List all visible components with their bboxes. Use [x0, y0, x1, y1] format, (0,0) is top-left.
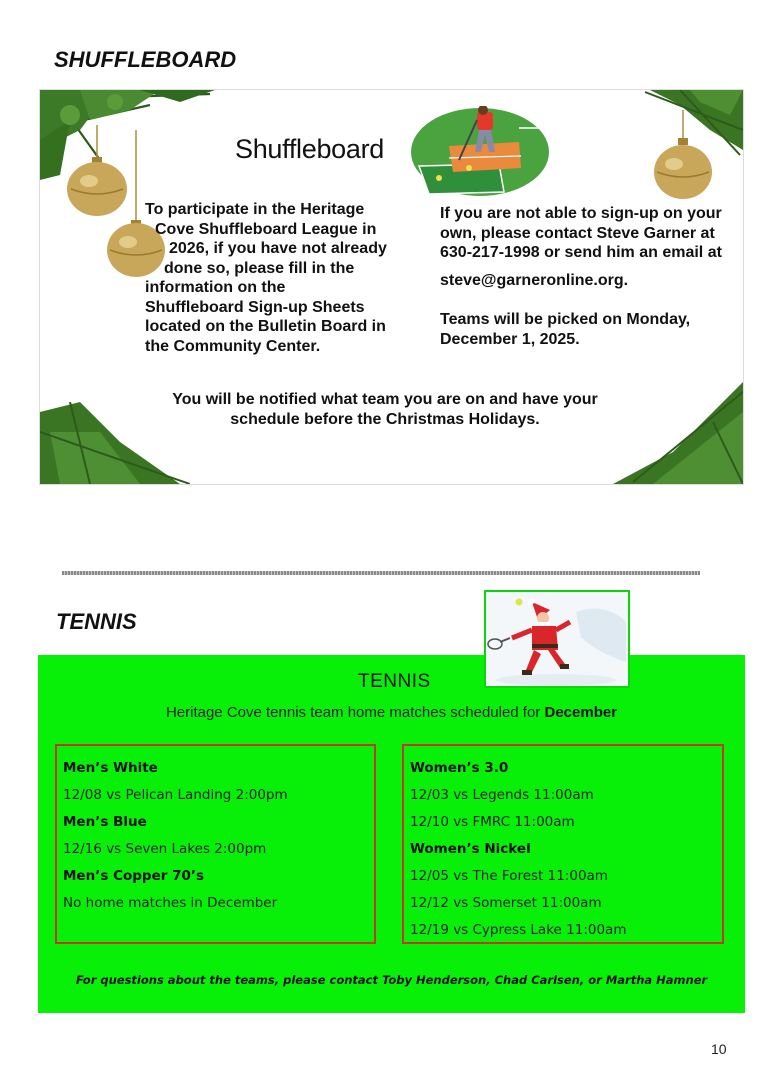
tennis-schedule-card	[38, 655, 745, 1013]
team-name: Men’s White	[63, 760, 158, 776]
instruction-line: information on the	[145, 279, 286, 296]
match-entry: 12/05 vs The Forest 11:00am	[410, 868, 608, 884]
schedule-notice: You will be notified what team you are on and have your schedule before the Christmas Holidays.	[172, 391, 598, 428]
shuffleboard-heading: SHUFFLEBOARD	[54, 47, 237, 72]
match-entry: 12/08 vs Pelican Landing 2:00pm	[63, 787, 288, 803]
contact-text: If you are not able to sign-up on your own, please contact Steve Garner at 630-217-1998 or send him an email at	[440, 205, 722, 261]
team-name: Men’s Copper 70’s	[63, 868, 205, 884]
shuffleboard-contact-info	[440, 204, 740, 349]
tennis-subtitle	[38, 704, 745, 721]
instruction-line: Cove Shuffleboard League in	[155, 220, 377, 238]
team-name: Men’s Blue	[63, 814, 147, 830]
ornament-right-icon	[652, 110, 714, 200]
shuffleboard-card-title: Shuffleboard	[235, 134, 385, 164]
contact-email: steve@garneronline.org.	[440, 271, 629, 289]
instruction-line: Shuffleboard Sign-up Sheets	[145, 298, 365, 316]
match-entry: No home matches in December	[63, 895, 278, 911]
shuffleboard-player-illustration	[409, 106, 551, 198]
instruction-line: done so, please fill in the	[164, 259, 355, 277]
section-divider	[62, 571, 700, 575]
instruction-line: located on the Bulletin Board in	[145, 318, 386, 335]
match-entry: 12/19 vs Cypress Lake 11:00am	[410, 922, 627, 938]
match-entry: 12/10 vs FMRC 11:00am	[410, 814, 575, 830]
instruction-line: the Community Center.	[145, 337, 321, 355]
instruction-line: 2026, if you have not already	[169, 240, 387, 257]
womens-schedule-box	[402, 744, 724, 944]
santa-tennis-image	[484, 590, 630, 688]
pine-branch-bottom-right-icon	[613, 382, 743, 484]
team-name: Women’s Nickel	[410, 841, 531, 857]
tennis-subtitle-month: December	[544, 704, 618, 721]
match-entry: 12/12 vs Somerset 11:00am	[410, 895, 602, 911]
team-pick-date: Teams will be picked on Monday, December 1, 2025.	[440, 311, 691, 348]
shuffleboard-signup-instructions	[145, 200, 423, 356]
team-name: Women’s 3.0	[410, 760, 509, 776]
match-entry: 12/03 vs Legends 11:00am	[410, 787, 594, 803]
tennis-heading: TENNIS	[56, 609, 137, 634]
tennis-card-title: TENNIS	[358, 671, 431, 692]
shuffleboard-flyer	[39, 89, 744, 485]
tennis-contact-footer: For questions about the teams, please contact Toby Henderson, Chad Carlsen, or Martha Hamner	[75, 973, 708, 987]
tennis-subtitle-text: Heritage Cove tennis team home matches scheduled for	[165, 704, 541, 721]
match-entry: 12/16 vs Seven Lakes 2:00pm	[63, 841, 267, 857]
santa-tennis-illustration	[486, 592, 628, 686]
page-number: 10	[711, 1041, 727, 1057]
mens-schedule-box	[55, 744, 376, 944]
instruction-line: To participate in the Heritage	[145, 201, 365, 218]
